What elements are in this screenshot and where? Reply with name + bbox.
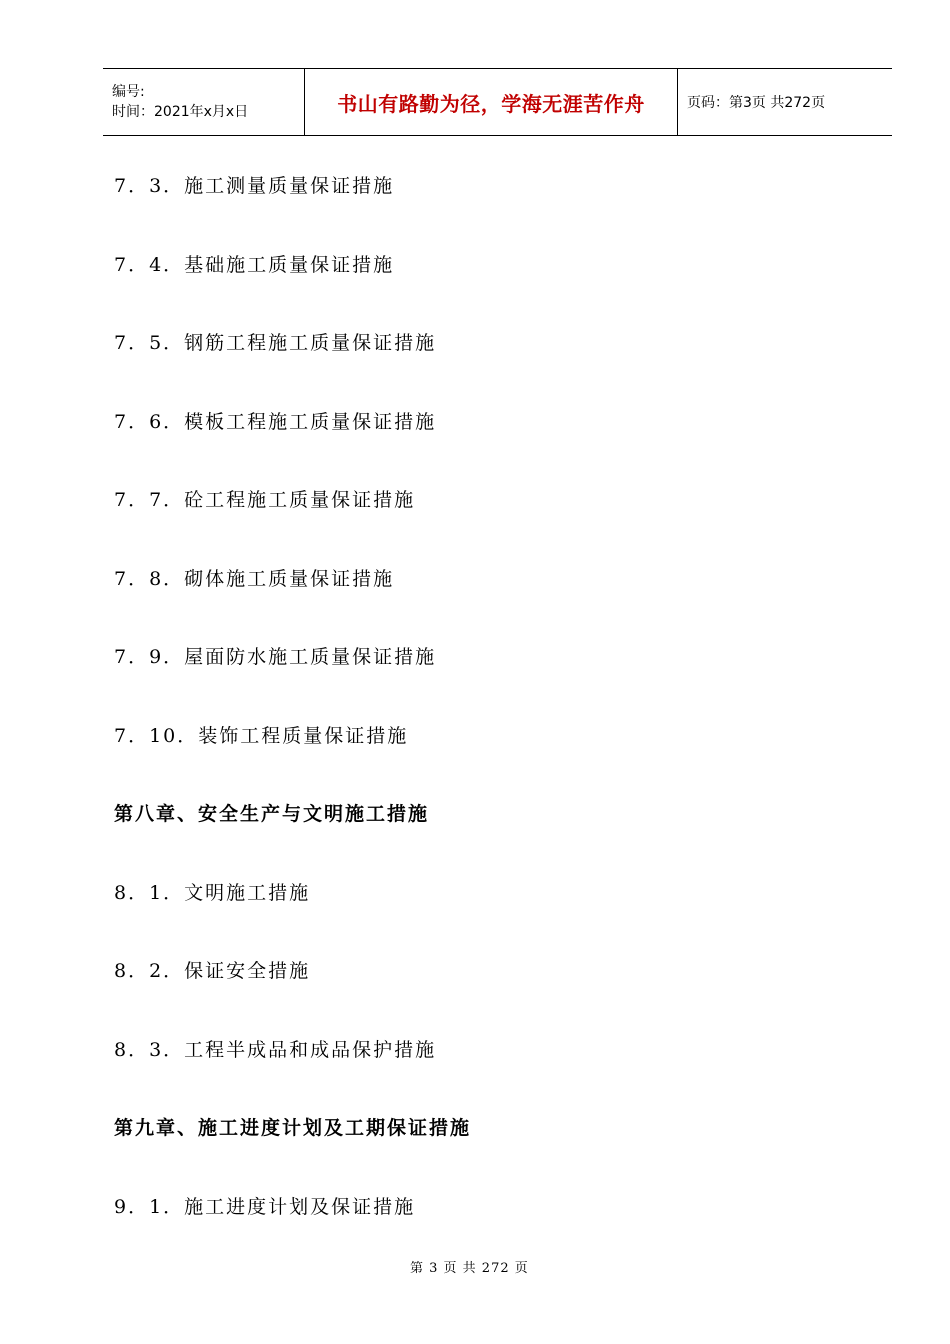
toc-item[interactable]: 7．3．施工测量质量保证措施 — [114, 175, 395, 197]
header-motto: 书山有路勤为径，学海无涯苦作舟 — [337, 91, 645, 116]
toc-item[interactable]: 7．7．砼工程施工质量保证措施 — [114, 489, 416, 511]
page-header — [103, 68, 892, 136]
header-page-cell — [678, 69, 892, 135]
document-number-label: 编号: — [112, 84, 145, 100]
toc-item[interactable]: 7．4．基础施工质量保证措施 — [114, 254, 395, 276]
toc-item[interactable]: 7．6．模板工程施工质量保证措施 — [114, 411, 437, 433]
toc-chapter-heading[interactable]: 第八章、安全生产与文明施工措施 — [114, 803, 430, 825]
toc-item[interactable]: 7．8．砌体施工质量保证措施 — [114, 568, 395, 590]
header-page-label: 页码：第3页 共272页 — [687, 95, 826, 111]
toc-item[interactable]: 8．1．文明施工措施 — [114, 882, 311, 904]
footer-page-number: 第 3 页 共 272 页 — [410, 1261, 529, 1276]
header-motto-cell — [304, 69, 678, 135]
header-meta — [103, 69, 304, 135]
document-time-label: 时间：2021年x月x日 — [112, 104, 249, 120]
toc-item[interactable]: 8．3．工程半成品和成品保护措施 — [114, 1039, 437, 1061]
toc-item[interactable]: 7．10．装饰工程质量保证措施 — [114, 725, 409, 747]
toc-item[interactable]: 9．1．施工进度计划及保证措施 — [114, 1196, 416, 1218]
toc-item[interactable]: 8．2．保证安全措施 — [114, 960, 311, 982]
toc-chapter-heading[interactable]: 第九章、施工进度计划及工期保证措施 — [114, 1117, 472, 1139]
toc-item[interactable]: 7．9．屋面防水施工质量保证措施 — [114, 646, 437, 668]
page-footer — [0, 1257, 950, 1276]
toc-item[interactable]: 7．5．钢筋工程施工质量保证措施 — [114, 332, 437, 354]
